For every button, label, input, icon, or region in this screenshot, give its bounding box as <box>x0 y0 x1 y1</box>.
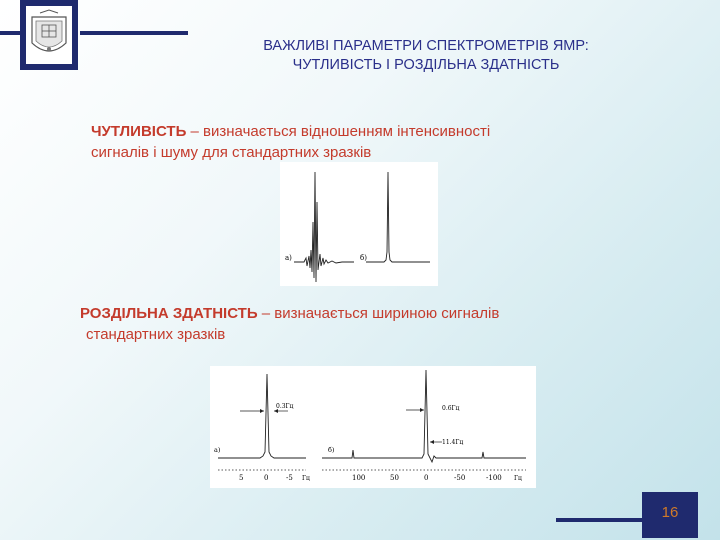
res-label-b: б) <box>328 446 335 454</box>
slide-title-line-1: ВАЖЛИВІ ПАРАМЕТРИ СПЕКТРОМЕТРІВ ЯМР: <box>263 38 589 54</box>
tick-b-4: -100 <box>486 474 502 482</box>
resolution-spectrum-b <box>322 370 526 462</box>
sensitivity-definition <box>91 121 490 163</box>
logo <box>20 0 78 70</box>
resolution-spectrum-a <box>218 374 306 458</box>
sensitivity-spectrum-b <box>366 172 430 262</box>
sensitivity-text-1: – визначається відношенням інтенсивності <box>186 123 491 140</box>
bottom-rule <box>556 518 642 522</box>
resolution-definition <box>80 303 499 345</box>
tick-b-1: 50 <box>390 474 399 482</box>
resolution-text-1: – визначається шириною сигналів <box>257 305 500 322</box>
res-label-a: а) <box>214 446 221 454</box>
axis-unit-a: Гц <box>302 475 310 482</box>
sensitivity-term: ЧУТЛИВІСТЬ <box>91 123 187 140</box>
tick-a-2: -5 <box>286 474 293 482</box>
axis-unit-b: Гц <box>514 475 522 482</box>
top-rule <box>80 31 188 35</box>
resolution-term: РОЗДІЛЬНА ЗДАТНІСТЬ <box>80 305 258 322</box>
width-label-a: 0.3Гц <box>276 403 294 410</box>
resolution-text-2: стандартних зразків <box>86 326 226 343</box>
sensitivity-text-2: сигналів і шуму для стандартних зразків <box>91 144 372 161</box>
slide-number: 16 <box>642 492 698 538</box>
tick-b-2: 0 <box>424 474 429 482</box>
width-label-b1: 0.6Гц <box>442 405 460 412</box>
sensitivity-spectrum-a <box>294 172 354 282</box>
sensitivity-spectra-figure <box>280 162 438 286</box>
tick-b-0: 100 <box>352 474 366 482</box>
tick-b-3: -50 <box>454 474 466 482</box>
tick-a-1: 0 <box>264 474 269 482</box>
left-rule <box>0 31 20 35</box>
university-emblem <box>26 6 72 64</box>
slide-title-line-2: ЧУТЛИВІСТЬ І РОЗДІЛЬНА ЗДАТНІСТЬ <box>292 57 560 73</box>
tick-a-0: 5 <box>239 474 244 482</box>
sens-label-b: б) <box>360 254 367 262</box>
width-label-b2: 11.4Гц <box>442 439 464 446</box>
sens-label-a: а) <box>285 254 292 262</box>
resolution-spectra-figure <box>210 366 536 488</box>
